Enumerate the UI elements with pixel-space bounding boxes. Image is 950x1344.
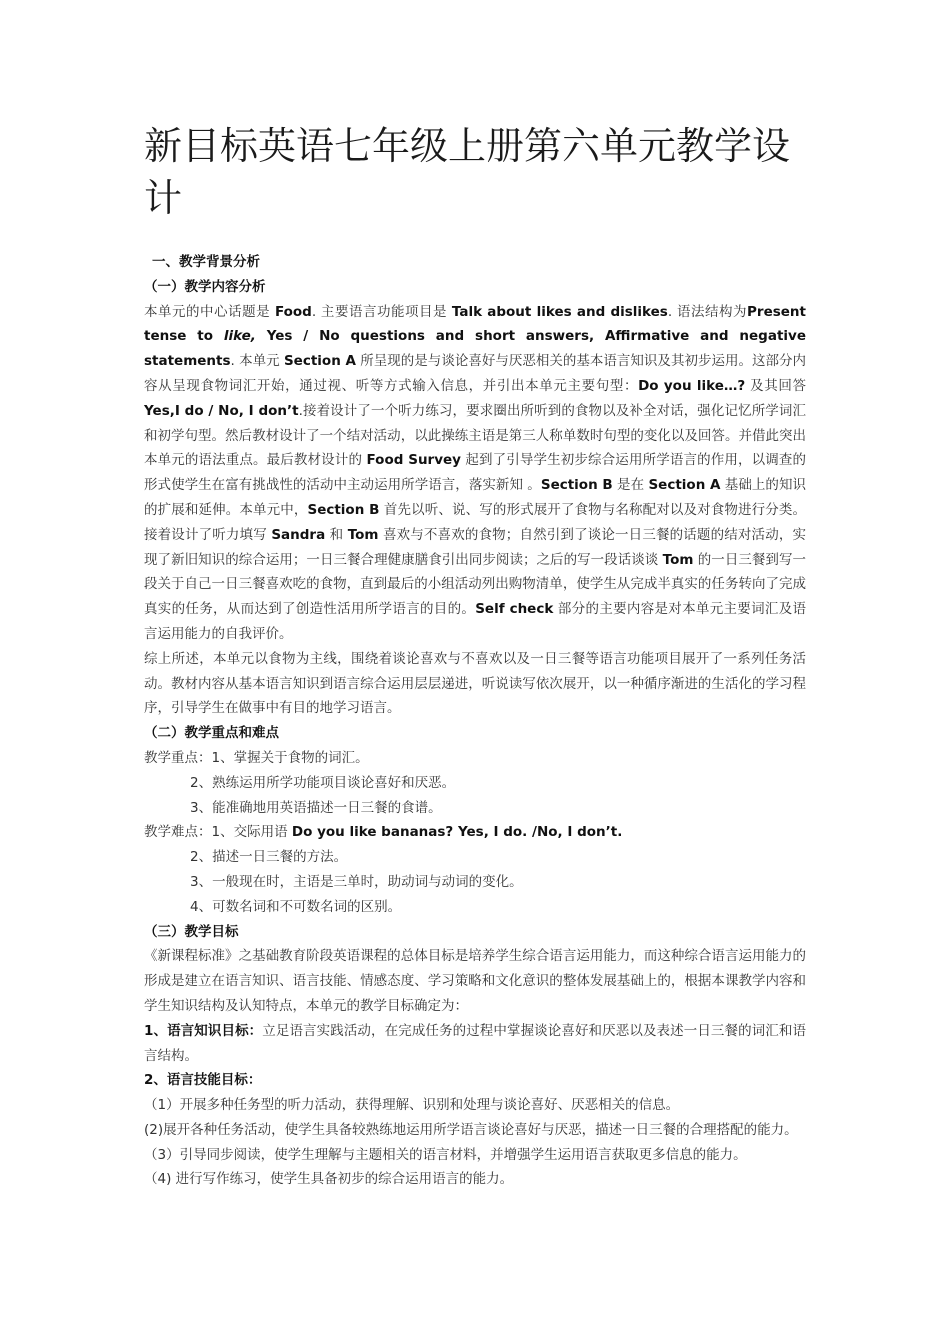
term-yes-no-questions: Yes / No questions and short answers, Affirmative and negative statements — [144, 328, 806, 370]
section-heading-background: 一、教学背景分析 — [152, 254, 260, 270]
focus-line-1 — [144, 746, 806, 771]
text-run: 首先以听、说、写的形式展开了食物与名称配对以及对食物进行分类。接着设计了听力填写 — [144, 501, 807, 543]
term-dialogue: Do you like bananas? Yes, I do. /No, I don’t. — [291, 824, 623, 841]
term-section-a: Section A — [648, 477, 721, 494]
difficulty-line-1 — [144, 820, 806, 845]
goal-knowledge-text: 立足语言实践活动，在完成任务的过程中掌握谈论喜好和厌恶以及表述一日三餐的词汇和语言结构。 — [144, 1022, 806, 1064]
goal-skill-item: (2)展开各种任务活动，使学生具备较熟练地运用所学语言谈论喜好与厌恶，描述一日三餐的合理搭配的能力。 — [144, 1121, 798, 1138]
term-self-check: Self check — [475, 601, 554, 618]
term-section-b: Section B — [540, 477, 613, 494]
term-tom: Tom — [347, 526, 379, 543]
term-talk-about: Talk about likes and dislikes — [451, 303, 668, 320]
focus-label: 教学重点： — [144, 749, 212, 766]
text-run: 及其回答 — [745, 377, 806, 394]
text-run: 起到了引导学生初步综合运用所学语言的作用，以调查的形式使学生在富有挑战性的活动中主动运用所学语言，落实新知 。 — [144, 452, 806, 494]
focus-line-2: 2、熟练运用所学功能项目谈论喜好和厌恶。 — [190, 774, 456, 791]
focus-item: 1、掌握关于食物的词汇。 — [211, 749, 369, 766]
focus-line-3: 3、能准确地用英语描述一日三餐的食谱。 — [190, 799, 442, 816]
term-sandra: Sandra — [271, 526, 326, 543]
term-do-you-like: Do you like…? — [638, 377, 746, 394]
text-run: 和 — [325, 526, 348, 543]
text-run: 本单元的中心话题是 — [144, 303, 275, 320]
goal-skill-item: （1）开展多种任务型的听力活动，获得理解、识别和处理与谈论喜好、厌恶相关的信息。 — [144, 1097, 680, 1114]
goal-knowledge-label: 1、语言知识目标： — [144, 1022, 263, 1039]
text-run: 部分的主要内容是对本单元主要词汇及语言运用能力的自我评价。 — [144, 601, 807, 642]
paragraph-summary: 综上所述，本单元以食物为主线，围绕着谈论喜欢与不喜欢以及一日三餐等语言功能项目展开了一系列任务活动。教材内容从基本语言知识到语言综合运用层层递进，听说读写依次展开，以一种循序渐进的生活化的学习程序，引导学生在做事中有目的地学习语言。 — [144, 650, 806, 717]
subheading-teaching-goals: （三）教学目标 — [144, 923, 239, 940]
term-section-b: Section B — [307, 501, 380, 518]
goal-knowledge — [144, 1019, 806, 1069]
text-run: 喜欢与不喜欢的食物；自然引到了谈论一日三餐的话题的结对活动，实现了新旧知识的综合运用；一日三餐合理健康膳食引出同步阅读；之后的写一段话谈谈 — [144, 526, 806, 568]
text-run: . 主要语言功能项目是 — [311, 303, 452, 320]
goal-skills-label: 2、语言技能目标： — [144, 1072, 262, 1089]
text-run: .接着设计了一个听力练习，要求圈出所听到的食物以及补全对话，强化记忆所学词汇和初学句型。然后教材设计了一个结对活动，以此操练主语是第三人称单数时句型的变化以及回答。并借此突出本单元的语法重点。最后教材设计的 — [144, 402, 806, 469]
difficulty-line-2: 2、描述一日三餐的方法。 — [190, 849, 348, 866]
difficulty-line-4: 4、可数名词和不可数名词的区别。 — [190, 898, 402, 915]
text-run: . 语法结构为 — [667, 303, 748, 320]
text-run: . 本单元 — [230, 353, 284, 370]
text-run: 基础上的知识的扩展和延伸。本单元中， — [144, 477, 806, 518]
document-body — [144, 250, 806, 1192]
term-yes-i-do: Yes,I do / No, I don’t — [144, 402, 299, 419]
text-run: 的一日三餐到写一段关于自己一日三餐喜欢吃的食物，直到最后的小组活动列出购物清单，使学生从完成半真实的任务转向了完成真实的任务，从而达到了创造性活用所学语言的目的。 — [144, 551, 806, 618]
text-run: 所呈现的是与谈论喜好与厌恶相关的基本语言知识及其初步运用。这部分内容从呈现食物词汇开始，通过视、听等方式输入信息，并引出本单元主要句型： — [144, 353, 807, 394]
term-food: Food — [274, 303, 312, 320]
term-present-tense: Present tense to — [144, 303, 806, 345]
document-title: 新目标英语七年级上册第六单元教学设计 — [144, 124, 791, 220]
term-tom: Tom — [662, 551, 694, 568]
term-like: like, — [223, 328, 256, 345]
goal-skill-item: （3）引导同步阅读，使学生理解与主题相关的语言材料，并增强学生运用语言获取更多信息的能力。 — [144, 1146, 747, 1163]
paragraph-content-analysis — [144, 300, 806, 647]
term-food-survey: Food Survey — [366, 452, 461, 469]
subheading-focus-difficulty: （二）教学重点和难点 — [144, 725, 279, 742]
paragraph-curriculum: 《新课程标准》之基础教育阶段英语课程的总体目标是培养学生综合语言运用能力，而这种综合语言运用能力的形成是建立在语言知识、语言技能、情感态度、学习策略和文化意识的整体发展基础上的，根据本课教学内容和学生知识结构及认知特点，本单元的教学目标确定为： — [144, 948, 806, 1014]
difficulty-line-3: 3、一般现在时，主语是三单时，助动词与动词的变化。 — [190, 873, 523, 890]
subheading-content-analysis: （一）教学内容分析 — [144, 278, 266, 295]
term-section-a: Section A — [283, 353, 356, 370]
text-run: 是在 — [612, 477, 649, 494]
difficulty-label: 教学难点： — [144, 824, 212, 841]
goal-skill-item: （4) 进行写作练习，使学生具备初步的综合运用语言的能力。 — [144, 1171, 514, 1188]
difficulty-item: 1、交际用语 — [211, 824, 292, 841]
